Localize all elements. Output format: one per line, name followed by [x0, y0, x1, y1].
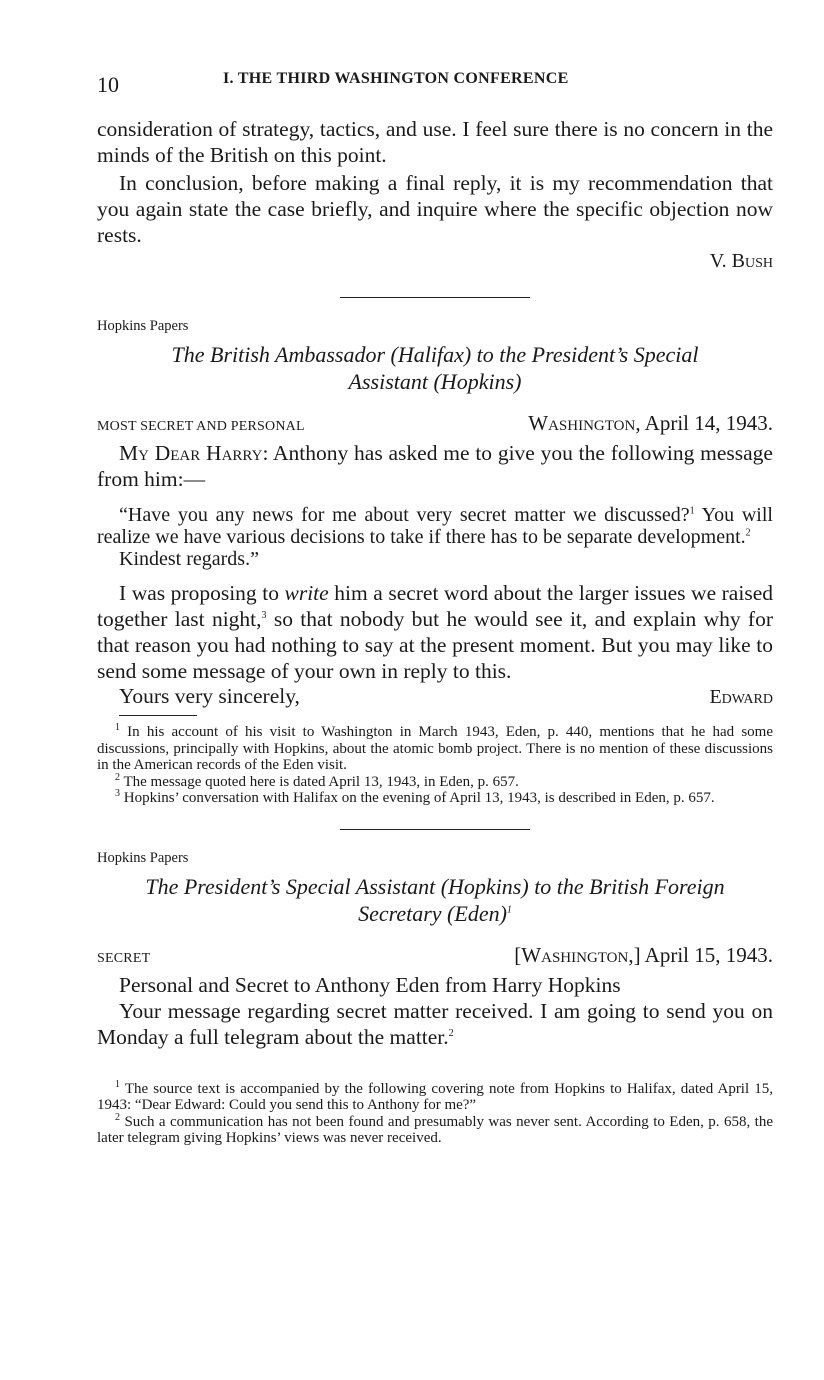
footnote-ref: 1	[689, 505, 695, 517]
footnote: $^2$ The message quoted here is dated April 13, 1943, in Eden, p. 657.	[115, 771, 519, 790]
classification: MOST SECRET AND PERSONAL	[97, 419, 305, 434]
source-label: Hopkins Papers	[97, 318, 189, 334]
bush-signature: V. Bush	[709, 250, 773, 272]
emphasis-write: write	[284, 581, 329, 605]
main-paragraph: I was proposing to write him a secret word about the larger issues we raised together last night,$^3$ so that nobody but he would see it, and explain why for that reason you had nothing to say at the present moment. But you may like to send some message of your own in reply to this.	[97, 581, 773, 683]
quoted-message	[97, 504, 773, 570]
footnote-rule	[119, 715, 197, 716]
page	[97, 60, 773, 1147]
section-divider	[340, 829, 530, 830]
page-number: 10	[97, 72, 119, 97]
footnote: $^3$ Hopkins’ conversation with Halifax on the evening of April 13, 1943, is described in Eden, p. 657.	[115, 788, 715, 806]
quote-line-2: You will realize we have various decisions to take if there has to be separate development.	[97, 504, 773, 548]
footnote: $^1$ The source text is accompanied by the following covering note from Hopkins to Halifax, dated April 15, 1943: “Dear Edward: Could you send this to Anthony for me?”	[97, 1078, 773, 1113]
conclusion-paragraph: In conclusion, before making a final reply, it is my recommendation that you again state the case briefly, and inquire where the specific objection now rests.	[97, 171, 773, 247]
footnote-ref: 2	[745, 527, 751, 539]
dateline-place: Washington,	[528, 411, 641, 435]
running-header	[97, 60, 773, 100]
dateline-place: [Washington,]	[514, 942, 641, 967]
dateline-date: April 14, 1943.	[644, 411, 773, 435]
dateline	[97, 943, 773, 968]
halifax-letter	[97, 318, 773, 807]
document-title-line-2: Assistant (Hopkins)	[348, 369, 522, 394]
closing-line	[97, 684, 773, 709]
dateline-date: April 15, 1943.	[644, 942, 773, 967]
running-title: I. THE THIRD WASHINGTON CONFERENCE	[223, 70, 569, 87]
salutation-paragraph	[97, 440, 773, 492]
telegram-heading: Personal and Secret to Anthony Eden from Harry Hopkins	[119, 972, 621, 997]
section-divider	[340, 297, 530, 298]
quote-line-1: “Have you any news for me about very secret matter we discussed?	[119, 504, 690, 526]
opening-text: : Anthony has asked me to give you the following message from him:—	[97, 441, 773, 491]
quote-line-3: Kindest regards.”	[119, 548, 259, 570]
edward-signature: Edward	[709, 686, 773, 708]
bush-memo-ending	[97, 116, 773, 273]
telegram-paragraph: Your message regarding secret matter received. I am going to send you on Monday a full telegram about the matter.$^2$	[97, 998, 773, 1049]
footnote-ref: 2	[448, 1027, 454, 1039]
complimentary-close: Yours very sincerely,	[119, 684, 300, 708]
footnotes	[97, 1078, 773, 1147]
document-title-line-2: Secretary (Eden)$^1$	[358, 900, 512, 926]
footnote-ref: 1	[506, 904, 512, 916]
footnotes	[97, 724, 773, 807]
classification: SECRET	[97, 950, 151, 966]
document-title-line-1: The President’s Special Assistant (Hopkins) to the British Foreign	[145, 873, 725, 899]
footnote: $^2$ Such a communication has not been found and presumably was never sent. According to Eden, p. 658, the later telegram giving Hopkins’ views was never received.	[97, 1111, 773, 1146]
source-label: Hopkins Papers	[97, 849, 189, 866]
footnote-ref: 3	[261, 609, 267, 621]
dateline	[97, 411, 773, 436]
hopkins-telegram	[97, 850, 773, 1147]
document-title-line-1: The British Ambassador (Halifax) to the President’s Special	[171, 342, 699, 367]
continuation-paragraph: consideration of strategy, tactics, and use. I feel sure there is no concern in the minds of the British on this point.	[97, 117, 773, 167]
footnote: $^1$ In his account of his visit to Washington in March 1943, Eden, p. 440, mentions that he had some discussions, principally with Hopkins, about the atomic bomb project. There is no mention of these discussions in the American records of the Eden visit.	[97, 722, 773, 773]
salutation: My Dear Harry	[119, 441, 263, 465]
